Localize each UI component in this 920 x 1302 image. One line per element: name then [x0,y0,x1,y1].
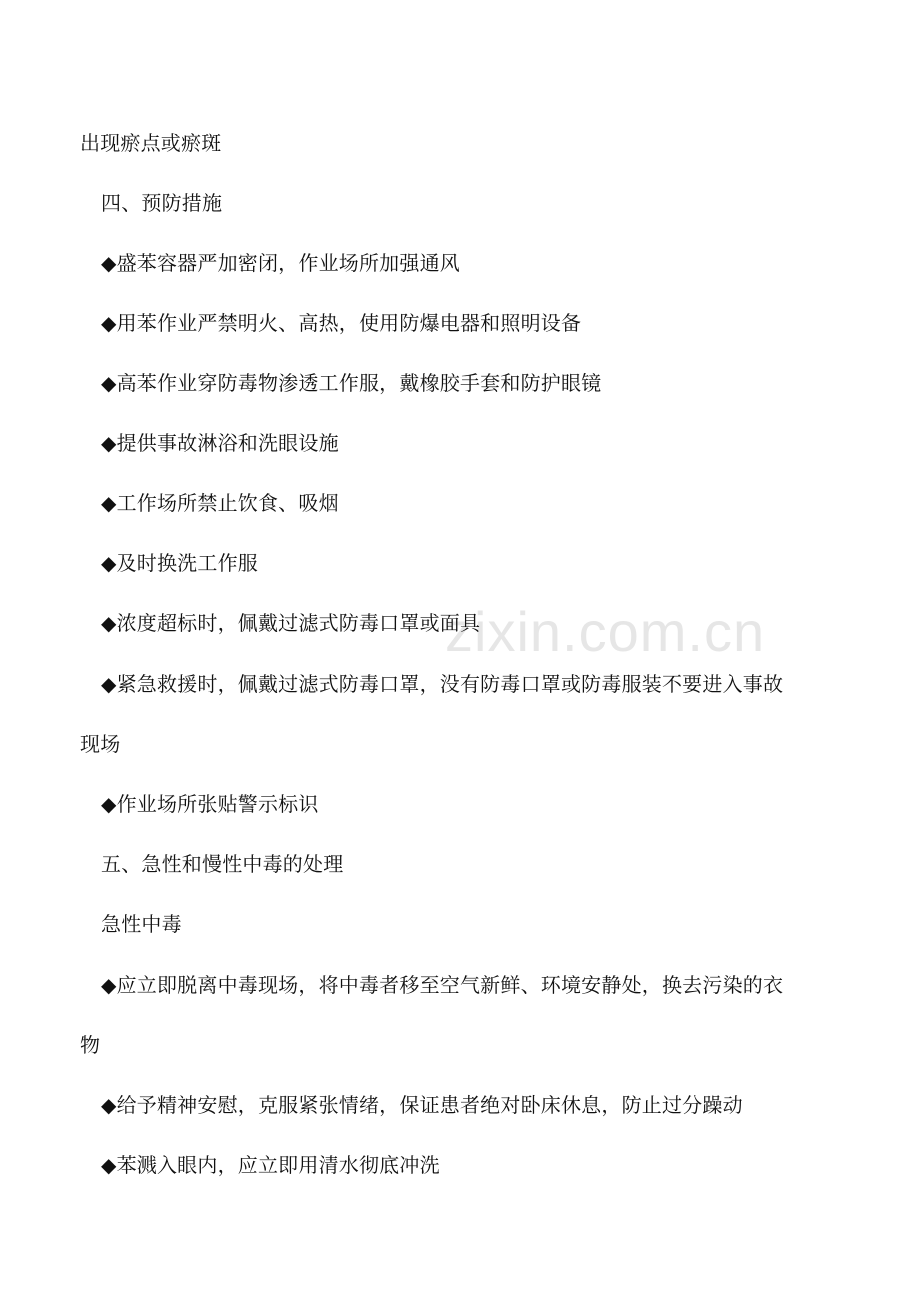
subheading-acute-poisoning: 急性中毒 [101,912,182,936]
bullet-item: ◆盛苯容器严加密闭，作业场所加强通风 [101,251,460,275]
text-line-continuation: 出现瘀点或瘀斑 [80,131,222,155]
bullet-item: ◆及时换洗工作服 [101,551,258,575]
bullet-item: ◆浓度超标时，佩戴过滤式防毒口罩或面具 [101,611,481,635]
bullet-item: ◆苯溅入眼内，应立即用清水彻底冲洗 [101,1153,440,1177]
bullet-item: ◆工作场所禁止饮食、吸烟 [101,491,339,515]
bullet-item: ◆给予精神安慰，克服紧张情绪，保证患者绝对卧床休息，防止过分躁动 [101,1093,743,1117]
bullet-item: ◆高苯作业穿防毒物渗透工作服，戴橡胶手套和防护眼镜 [101,371,602,395]
bullet-item: ◆应立即脱离中毒现场，将中毒者移至空气新鲜、环境安静处，换去污染的衣 [101,973,784,997]
bullet-item: ◆紧急救援时，佩戴过滤式防毒口罩，没有防毒口罩或防毒服装不要进入事故 [101,672,784,696]
bullet-item: ◆提供事故淋浴和洗眼设施 [101,431,339,455]
bullet-item: ◆用苯作业严禁明火、高热，使用防爆电器和照明设备 [101,311,582,335]
text-line-continuation: 物 [80,1033,101,1057]
watermark: zixin.com.cn [445,600,766,663]
text-line-continuation: 现场 [80,732,121,756]
bullet-item: ◆作业场所张贴警示标识 [101,792,319,816]
section-heading-prevention: 四、预防措施 [101,191,223,215]
section-heading-treatment: 五、急性和慢性中毒的处理 [101,852,344,876]
